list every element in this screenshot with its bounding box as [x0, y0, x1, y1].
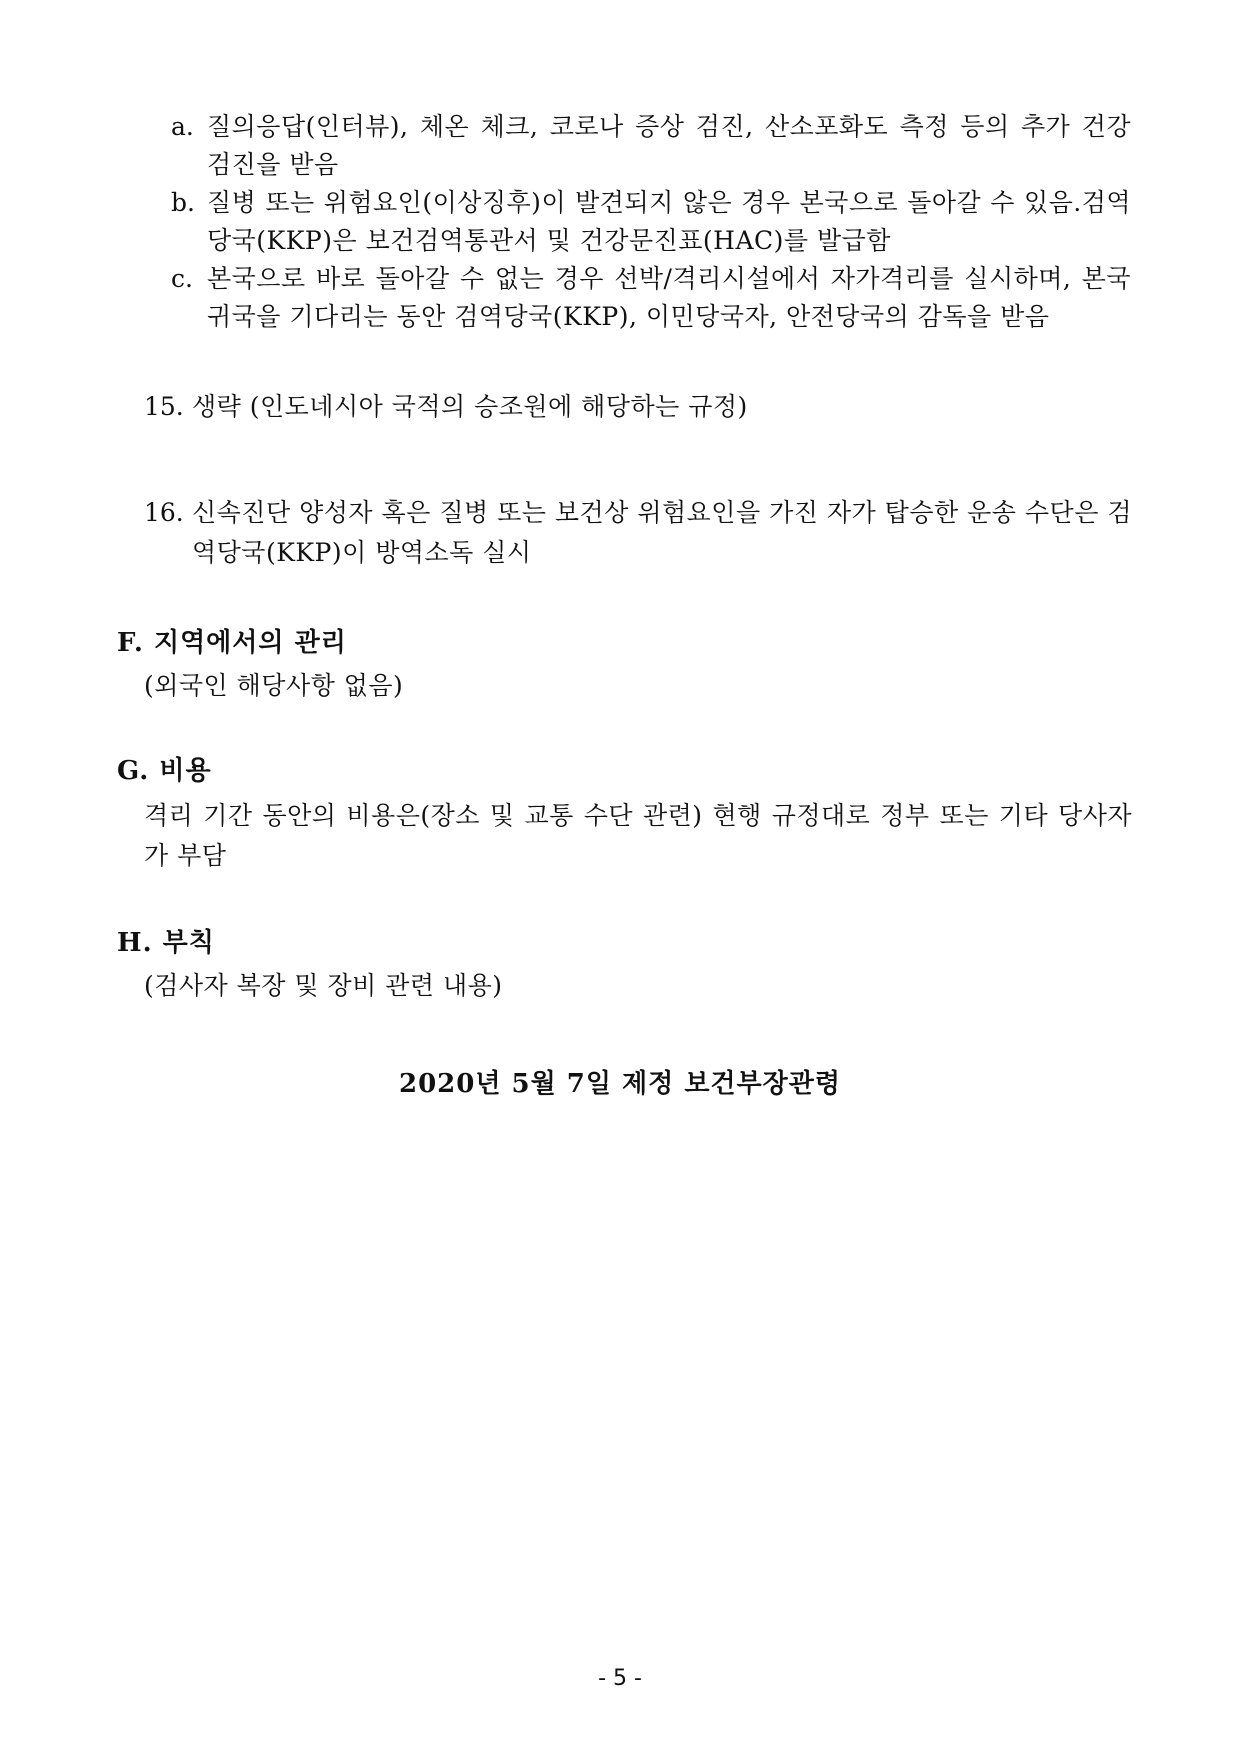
sub-item-marker: b. [171, 188, 195, 217]
section-h-heading: H. 부칙 [117, 928, 215, 958]
numbered-item-text: 신속진단 양성자 혹은 질병 또는 보건상 위험요인을 가진 자가 탑승한 운송 수단은 검역당국(KKP)이 방역소독 실시 [192, 498, 1132, 567]
numbered-item-marker: 15. [144, 392, 184, 421]
sub-item-marker: a. [171, 112, 194, 141]
page-number: - 5 - [598, 1666, 642, 1691]
section-f-body: (외국인 해당사항 없음) [144, 671, 404, 700]
numbered-item-15 [144, 387, 1132, 427]
section-f-heading: F. 지역에서의 관리 [117, 628, 347, 658]
sub-item-text: 질의응답(인터뷰), 체온 체크, 코로나 증상 검진, 산소포화도 측정 등의 추가 건강 검진을 받음 [207, 112, 1131, 179]
sub-item-list [171, 108, 1131, 336]
numbered-item-text: 생략 (인도네시아 국적의 승조원에 해당하는 규정) [192, 392, 748, 421]
sub-item-c [171, 260, 1131, 336]
numbered-item-marker: 16. [144, 498, 184, 527]
enactment-line: 2020년 5월 7일 제정 보건부장관령 [398, 1069, 842, 1099]
section-h-body: (검사자 복장 및 장비 관련 내용) [144, 971, 503, 1000]
section-g-body: 격리 기간 동안의 비용은(장소 및 교통 수단 관련) 현행 규정대로 정부 또는 기타 당사자가 부담 [144, 801, 1132, 870]
sub-item-a [171, 108, 1131, 184]
sub-item-text: 본국으로 바로 돌아갈 수 없는 경우 선박/격리시설에서 자가격리를 실시하며, 본국 귀국을 기다리는 동안 검역당국(KKP), 이민당국자, 안전당국의 감독을 받음 [207, 264, 1131, 331]
numbered-item-16 [144, 493, 1132, 573]
section-g-heading: G. 비용 [117, 756, 212, 786]
sub-item-b [171, 184, 1131, 260]
sub-item-text: 질병 또는 위험요인(이상징후)이 발견되지 않은 경우 본국으로 돌아갈 수 있음.검역당국(KKP)은 보건검역통관서 및 건강문진표(HAC)를 발급함 [207, 188, 1131, 255]
sub-item-marker: c. [171, 264, 193, 293]
